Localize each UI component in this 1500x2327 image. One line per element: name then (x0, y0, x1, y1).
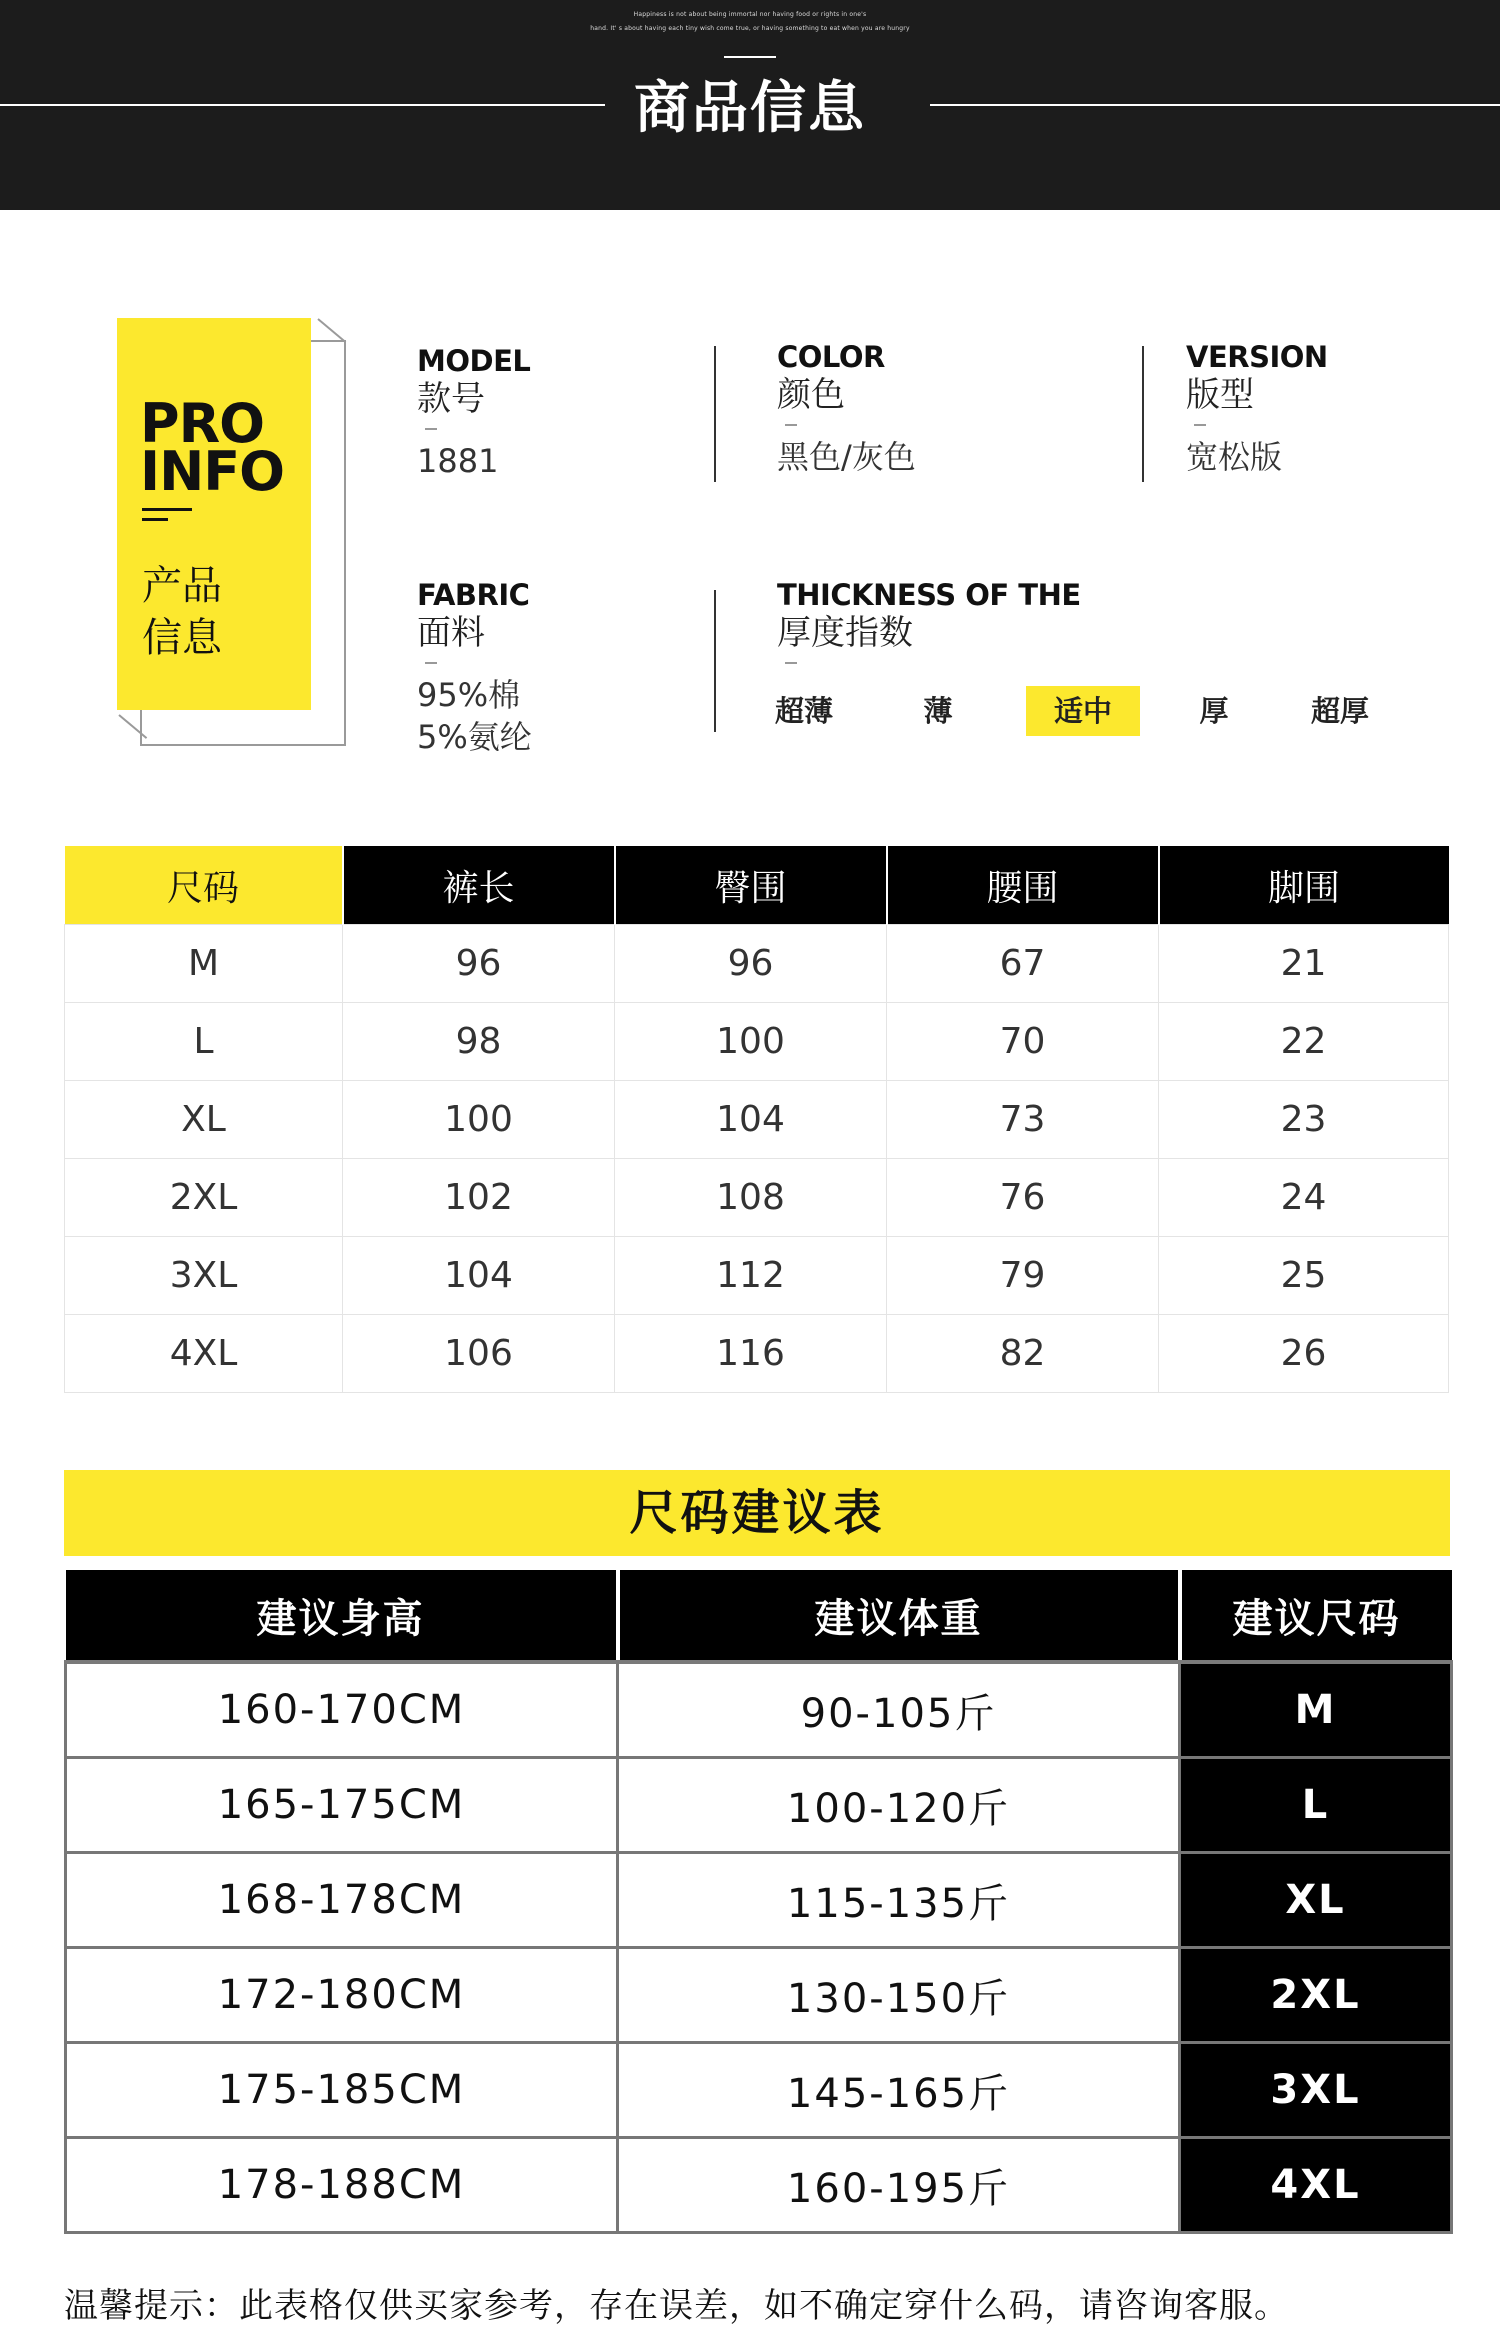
pro-info-dash (142, 508, 192, 511)
attr-thickness (777, 578, 1081, 674)
table-row (65, 1315, 1449, 1393)
size-tip-note: 温馨提示：此表格仅供买家参考，存在误差，如不确定穿什么码，请咨询客服。 (64, 2286, 1289, 2326)
recommendation-header-cell: 建议尺码 (1180, 1570, 1452, 1662)
table-cell: 26 (1159, 1315, 1449, 1393)
attr-version-en: VERSION (1186, 340, 1328, 374)
table-row (66, 2043, 1452, 2138)
attr-divider (1142, 346, 1144, 482)
table-cell: 4XL (65, 1315, 343, 1393)
table-cell: 3XL (65, 1237, 343, 1315)
table-cell: 100 (343, 1081, 615, 1159)
table-cell: 96 (615, 925, 887, 1003)
height-cell: 175-185CM (66, 2043, 618, 2138)
weight-cell: 100-120斤 (618, 1758, 1180, 1853)
size-table-header-cell: 脚围 (1159, 846, 1449, 925)
attr-model-cn: 款号 (417, 379, 485, 419)
thickness-option: 超薄 (774, 694, 833, 728)
thickness-option: 厚 (1199, 694, 1229, 728)
thickness-option-selected: 适中 (1026, 686, 1140, 736)
table-row (66, 1853, 1452, 1948)
attr-dash (785, 424, 797, 426)
table-cell: 22 (1159, 1003, 1449, 1081)
table-cell: 24 (1159, 1159, 1449, 1237)
header-short-divider (724, 56, 776, 58)
attr-model-value: 1881 (417, 442, 499, 480)
attr-thickness-cn: 厚度指数 (777, 613, 913, 653)
size-cell: M (1180, 1662, 1452, 1758)
height-cell: 165-175CM (66, 1758, 618, 1853)
attr-color-value: 黑色/灰色 (777, 438, 916, 476)
table-cell: 82 (887, 1315, 1159, 1393)
table-row (65, 1081, 1449, 1159)
size-table-header-cell: 臀围 (615, 846, 887, 925)
table-row (66, 1662, 1452, 1758)
attr-color-cn: 颜色 (777, 375, 845, 415)
attr-dash (785, 662, 797, 664)
table-cell: 23 (1159, 1081, 1449, 1159)
attr-color-en: COLOR (777, 340, 885, 374)
table-row (66, 1758, 1452, 1853)
table-cell: 104 (343, 1237, 615, 1315)
recommendation-table (64, 1570, 1453, 2234)
attr-thickness-en: THICKNESS OF THE (777, 578, 1081, 612)
pro-info-label (140, 392, 285, 503)
size-table-header-cell: 裤长 (343, 846, 615, 925)
table-row (65, 1237, 1449, 1315)
size-table-header-cell: 尺码 (65, 846, 343, 925)
size-table (64, 846, 1449, 1393)
attr-version-cn: 版型 (1186, 375, 1254, 415)
weight-cell: 160-195斤 (618, 2138, 1180, 2233)
attr-color (777, 340, 916, 478)
thickness-option: 超厚 (1310, 694, 1369, 728)
attr-divider (714, 590, 716, 732)
header-tagline-1: Happiness is not about being immortal nor having food or rights in one's (633, 11, 867, 18)
height-cell: 178-188CM (66, 2138, 618, 2233)
table-cell: 76 (887, 1159, 1159, 1237)
attr-fabric-en: FABRIC (417, 578, 530, 612)
size-table-header (65, 846, 1449, 925)
table-cell: 21 (1159, 925, 1449, 1003)
thickness-option: 薄 (923, 694, 953, 728)
table-cell: 2XL (65, 1159, 343, 1237)
attr-divider (714, 346, 716, 482)
table-cell: 108 (615, 1159, 887, 1237)
size-table-header-cell: 腰围 (887, 846, 1159, 925)
table-cell: 116 (615, 1315, 887, 1393)
recommendation-header-cell: 建议体重 (618, 1570, 1180, 1662)
table-cell: 79 (887, 1237, 1159, 1315)
recommendation-header (66, 1570, 1452, 1662)
attr-model (417, 344, 530, 482)
attr-version-value: 宽松版 (1186, 438, 1283, 476)
attr-dash (1194, 424, 1206, 426)
header-tagline-2: hand. It' s about having each tiny wish come true, or having something to eat when you are hungry (590, 25, 910, 32)
pro-info-cn-line-2: 信息 (142, 615, 222, 661)
size-cell: 4XL (1180, 2138, 1452, 2233)
size-cell: XL (1180, 1853, 1452, 1948)
weight-cell: 145-165斤 (618, 2043, 1180, 2138)
table-cell: 67 (887, 925, 1159, 1003)
size-cell: 2XL (1180, 1948, 1452, 2043)
weight-cell: 115-135斤 (618, 1853, 1180, 1948)
attr-dash (425, 662, 437, 664)
recommendation-header-cell: 建议身高 (66, 1570, 618, 1662)
table-cell: 25 (1159, 1237, 1449, 1315)
pro-info-dash (142, 518, 168, 521)
weight-cell: 130-150斤 (618, 1948, 1180, 2043)
table-row (66, 2138, 1452, 2233)
table-row (65, 925, 1449, 1003)
table-cell: 100 (615, 1003, 887, 1081)
attr-fabric-value-2: 5%氨纶 (417, 718, 532, 756)
table-cell: 73 (887, 1081, 1159, 1159)
attr-model-en: MODEL (417, 344, 531, 378)
pro-info-label-line-2: INFO (140, 440, 285, 503)
table-row (65, 1003, 1449, 1081)
attr-fabric-value-1: 95%棉 (417, 676, 521, 714)
table-cell: 98 (343, 1003, 615, 1081)
pro-info-label-line-1: PRO (140, 392, 265, 455)
recommendation-title: 尺码建议表 (64, 1470, 1450, 1556)
table-cell: XL (65, 1081, 343, 1159)
table-cell: L (65, 1003, 343, 1081)
table-cell: 106 (343, 1315, 615, 1393)
table-cell: 112 (615, 1237, 887, 1315)
weight-cell: 90-105斤 (618, 1662, 1180, 1758)
pro-info-cn-line-1: 产品 (142, 563, 222, 609)
table-cell: M (65, 925, 343, 1003)
attr-dash (425, 428, 437, 430)
header-banner (0, 0, 1500, 210)
size-cell: 3XL (1180, 2043, 1452, 2138)
table-cell: 96 (343, 925, 615, 1003)
pro-info-cn-label (142, 560, 222, 664)
table-row (66, 1948, 1452, 2043)
height-cell: 160-170CM (66, 1662, 618, 1758)
height-cell: 168-178CM (66, 1853, 618, 1948)
table-row (65, 1159, 1449, 1237)
page-title: 商品信息 (634, 76, 866, 141)
attr-fabric (417, 578, 532, 758)
table-cell: 102 (343, 1159, 615, 1237)
attr-fabric-cn: 面料 (417, 613, 485, 653)
attr-version (1186, 340, 1328, 478)
height-cell: 172-180CM (66, 1948, 618, 2043)
table-cell: 70 (887, 1003, 1159, 1081)
table-cell: 104 (615, 1081, 887, 1159)
size-cell: L (1180, 1758, 1452, 1853)
